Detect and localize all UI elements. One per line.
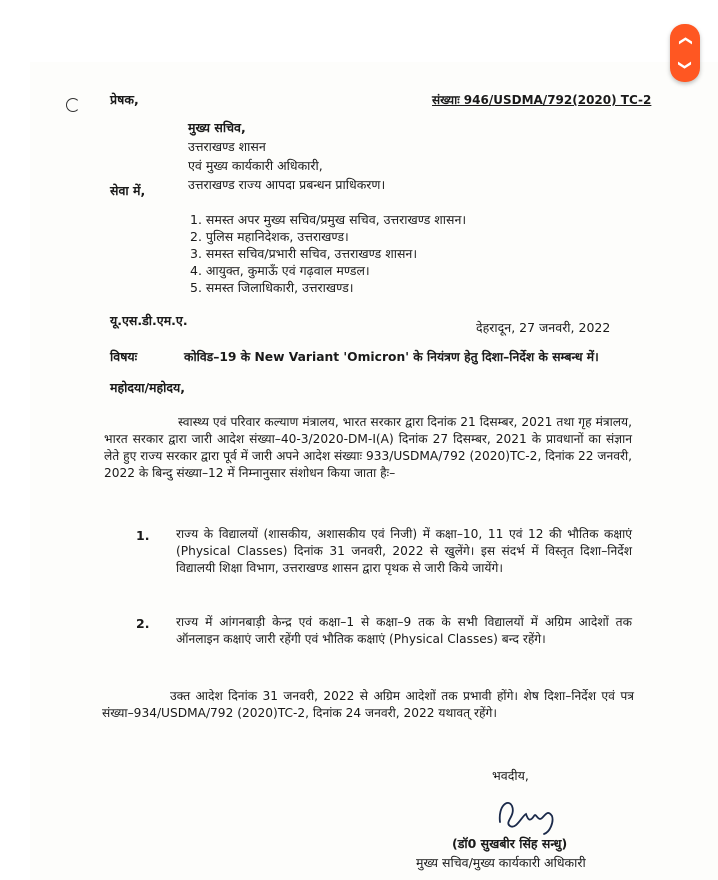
point-2-number: 2. xyxy=(136,616,150,631)
sender-line-3: एवं मुख्य कार्यकारी अधिकारी, xyxy=(188,158,323,173)
point-1-number: 1. xyxy=(136,528,150,543)
closing-paragraph: उक्त आदेश दिनांक 31 जनवरी, 2022 से अग्रिम आदेशों तक प्रभावी होंगे। शेष दिशा–निर्देश एवं पत्र संख्या–934/USDMA/792 (2020)TC-2, दिनांक 24 जनवरी, 2022 यथावत् रहेंगे। xyxy=(102,689,634,720)
from-label: प्रेषक, xyxy=(110,92,139,107)
recipient-2: 2. पुलिस महानिदेशक, उत्तराखण्ड। xyxy=(190,229,349,244)
recipient-5: 5. समस्त जिलाधिकारी, उत्तराखण्ड। xyxy=(190,280,354,295)
yours-faithfully: भवदीय, xyxy=(492,768,529,783)
recipient-1: 1. समस्त अपर मुख्य सचिव/प्रमुख सचिव, उत्तराखण्ड शासन। xyxy=(190,212,467,227)
signatory-title: मुख्य सचिव/मुख्य कार्यकारी अधिकारी xyxy=(416,855,586,870)
recipient-3: 3. समस्त सचिव/प्रभारी सचिव, उत्तराखण्ड शासन। xyxy=(190,246,418,261)
handwritten-signature xyxy=(494,792,564,836)
signatory-name: (डॉ0 सुखबीर सिंह सन्धु) xyxy=(452,836,568,851)
recipient-4: 4. आयुक्त, कुमाऊँ एवं गढ़वाल मण्डल। xyxy=(190,263,370,278)
punch-hole-mark xyxy=(66,98,80,112)
sender-line-4: उत्तराखण्ड राज्य आपदा प्रबन्धन प्राधिकरण। xyxy=(188,177,386,192)
sender-line-1: मुख्य सचिव, xyxy=(188,120,246,135)
letter-page xyxy=(30,62,718,880)
chevron-down-icon[interactable]: ❮ xyxy=(677,59,692,71)
to-label: सेवा में, xyxy=(110,183,146,198)
department-code: यू.एस.डी.एम.ए. xyxy=(110,313,188,328)
salutation: महोदया/महोदय, xyxy=(110,380,186,395)
subject-label: विषयः xyxy=(110,349,138,364)
letter-number: संख्याः 946/USDMA/792(2020) TC-2 xyxy=(432,93,652,107)
point-1-text: राज्य के विद्यालयों (शासकीय, अशासकीय एवं निजी) में कक्षा–10, 11 एवं 12 की भौतिक कक्षाएं (Physical Classes) दिनांक 31 जनवरी, 2022 से खुलेंगे। इस संदर्भ में विस्तृत दिशा–निर्देश विद्यालयी शिक्षा विभाग, उत्तराखण्ड शासन द्वारा पृथक से जारी किये जायेंगे। xyxy=(176,527,632,575)
page-scroll-control xyxy=(670,24,700,82)
chevron-up-icon[interactable]: ❮ xyxy=(678,35,693,47)
subject-text: कोविड–19 के New Variant 'Omicron' के नियंत्रण हेतु दिशा–निर्देश के सम्बन्ध में। xyxy=(184,350,599,364)
intro-paragraph: स्वास्थ्य एवं परिवार कल्याण मंत्रालय, भारत सरकार द्वारा दिनांक 21 दिसम्बर, 2021 तथा गृह मंत्रालय, भारत सरकार द्वारा जारी आदेश संख्या–40-3/2020-DM-I(A) दिनांक 27 दिसम्बर, 2021 के प्रावधानों का संज्ञान लेते हुए राज्य सरकार द्वारा पूर्व में जारी अपने आदेश संख्याः 933/USDMA/792 (2020)TC-2, दिनांक 22 जनवरी, 2022 के बिन्दु संख्या–12 में निम्नानुसार संशोधन किया जाता हैः– xyxy=(104,415,632,480)
sender-line-2: उत्तराखण्ड शासन xyxy=(188,139,266,154)
point-2-text: राज्य में आंगनबाड़ी केन्द्र एवं कक्षा–1 से कक्षा–9 तक के सभी विद्यालयों में अग्रिम आदेशों तक ऑनलाइन कक्षाएं जारी रहेंगी एवं भौतिक कक्षाएं (Physical Classes) बन्द रहेंगे। xyxy=(176,615,632,646)
place-date: देहरादून, 27 जनवरी, 2022 xyxy=(476,320,611,335)
